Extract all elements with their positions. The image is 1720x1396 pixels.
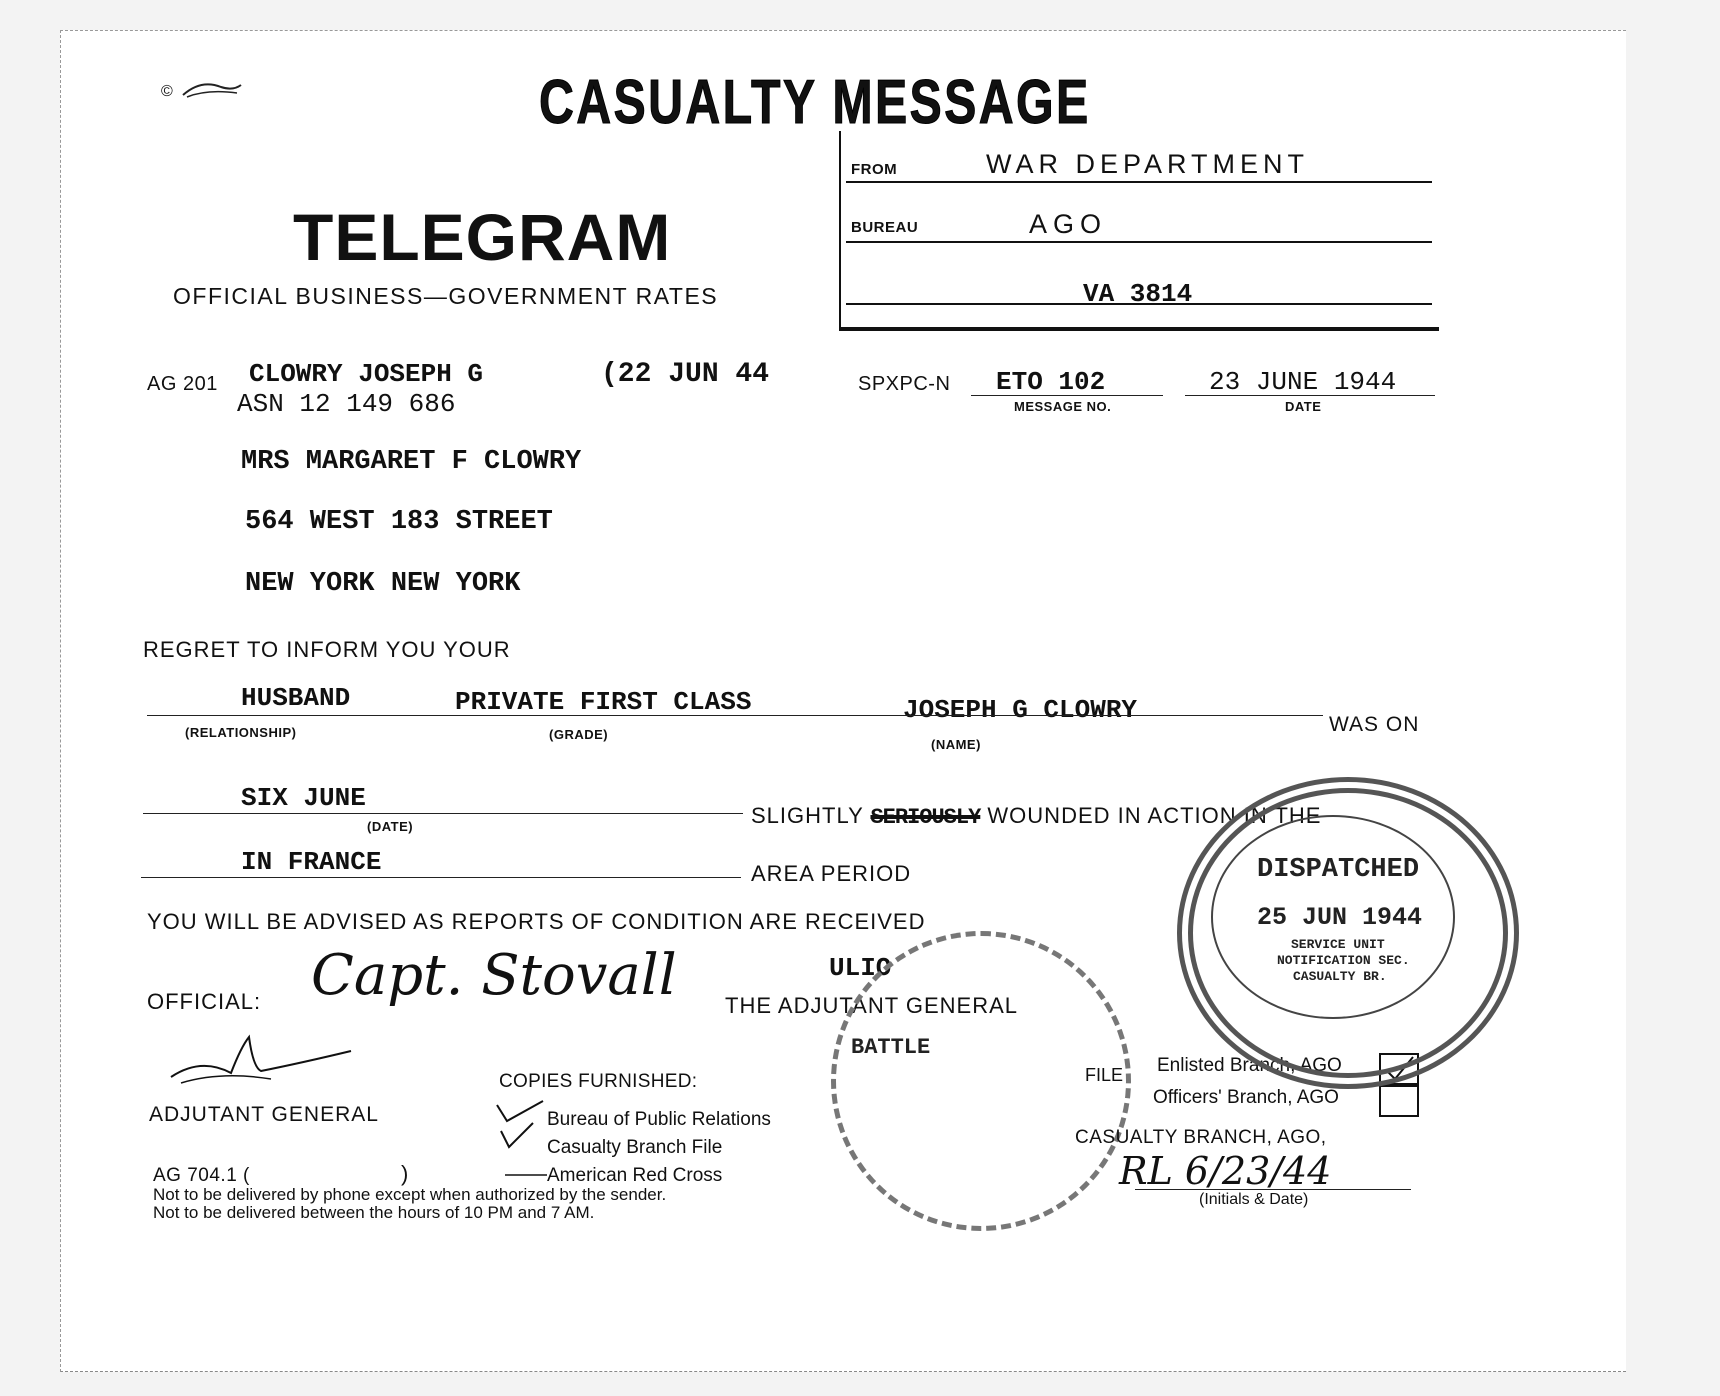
logo-mark: © bbox=[161, 83, 173, 100]
stamp-casualty-br: CASUALTY BR. bbox=[1293, 969, 1387, 984]
enlisted-branch-label: Enlisted Branch, AGO bbox=[1157, 1055, 1342, 1076]
spxpc-label: SPXPC-N bbox=[858, 373, 951, 395]
telegram-heading: TELEGRAM bbox=[293, 200, 672, 274]
from-label: FROM bbox=[851, 161, 898, 178]
message-date-label: DATE bbox=[1285, 399, 1322, 414]
official-business-subtitle: OFFICIAL BUSINESS—GOVERNMENT RATES bbox=[173, 283, 719, 309]
officers-branch-checkbox bbox=[1379, 1085, 1419, 1117]
telegram-sheet bbox=[60, 30, 1626, 1372]
wound-date-underline bbox=[143, 813, 743, 814]
the-adjutant-general: THE ADJUTANT GENERAL bbox=[725, 993, 1019, 1018]
copy-red-cross: American Red Cross bbox=[547, 1165, 723, 1186]
relationship-value: HUSBAND bbox=[241, 683, 351, 713]
bureau-underline bbox=[846, 241, 1432, 243]
wound-date-label: (DATE) bbox=[367, 819, 414, 834]
wounded-in-action-text: WOUNDED IN ACTION IN THE bbox=[987, 803, 1322, 828]
copies-checkmarks bbox=[493, 1097, 549, 1177]
dispatched-text: DISPATCHED bbox=[1257, 855, 1420, 885]
delivery-note-hours: Not to be delivered between the hours of 10 PM and 7 AM. bbox=[153, 1203, 595, 1222]
bureau-value: AGO bbox=[1029, 209, 1108, 239]
signature-capt-stovall: Capt. Stovall bbox=[311, 943, 677, 1008]
from-underline bbox=[846, 181, 1432, 183]
officers-branch-label: Officers' Branch, AGO bbox=[1153, 1087, 1339, 1108]
area-value: IN FRANCE bbox=[241, 847, 382, 877]
relationship-label: (RELATIONSHIP) bbox=[185, 725, 297, 740]
seriously-struck-text: SERIOUSLY bbox=[870, 805, 981, 830]
grade-label: (GRADE) bbox=[549, 727, 609, 742]
file-label: FILE bbox=[1085, 1065, 1124, 1085]
ulio-name: ULIO bbox=[829, 953, 892, 983]
stamp-service-unit: SERVICE UNIT bbox=[1291, 937, 1385, 952]
ag-date: (22 JUN 44 bbox=[601, 359, 770, 390]
ref-underline bbox=[846, 303, 1432, 305]
message-date-value: 23 JUNE 1944 bbox=[1209, 367, 1397, 397]
message-date-underline bbox=[1185, 395, 1435, 396]
adjutant-signature-scribble bbox=[161, 1027, 361, 1097]
maker-logo bbox=[181, 77, 243, 101]
addressee-line-2: 564 WEST 183 STREET bbox=[245, 507, 553, 537]
dispatched-date: 25 JUN 1944 bbox=[1257, 903, 1423, 932]
initials-date-handwritten: RL 6/23/44 bbox=[1119, 1149, 1332, 1193]
casualty-branch-label: CASUALTY BRANCH, AGO, bbox=[1075, 1127, 1327, 1148]
casualty-details-underline bbox=[147, 715, 1323, 716]
advised-line: YOU WILL BE ADVISED AS REPORTS OF CONDITION ARE RECEIVED bbox=[147, 909, 926, 934]
from-value: WAR DEPARTMENT bbox=[986, 149, 1310, 179]
adjutant-general-footer: ADJUTANT GENERAL bbox=[149, 1103, 379, 1126]
copy-casualty-branch-file: Casualty Branch File bbox=[547, 1137, 723, 1158]
name-label: (NAME) bbox=[931, 737, 981, 752]
wound-date-value: SIX JUNE bbox=[241, 783, 366, 813]
copies-furnished-label: COPIES FURNISHED: bbox=[499, 1071, 698, 1092]
slightly-text: SLIGHTLY bbox=[751, 803, 864, 828]
addressee-line-3: NEW YORK NEW YORK bbox=[245, 569, 521, 599]
name-value: JOSEPH G CLOWRY bbox=[903, 695, 1138, 725]
regret-line: REGRET TO INFORM YOU YOUR bbox=[143, 637, 511, 662]
message-no-label: MESSAGE NO. bbox=[1014, 399, 1112, 414]
area-underline bbox=[141, 877, 741, 878]
casualty-message-title: CASUALTY MESSAGE bbox=[539, 68, 1091, 137]
was-on-text: WAS ON bbox=[1329, 713, 1420, 736]
area-period-text: AREA PERIOD bbox=[751, 861, 912, 886]
battle-stamp-text: BATTLE bbox=[851, 1035, 931, 1060]
asn-number: ASN 12 149 686 bbox=[237, 389, 456, 419]
copy-public-relations: Bureau of Public Relations bbox=[547, 1109, 771, 1130]
ag-name: CLOWRY JOSEPH G bbox=[249, 359, 484, 389]
addressee-line-1: MRS MARGARET F CLOWRY bbox=[241, 447, 582, 477]
official-label: OFFICIAL: bbox=[147, 989, 262, 1014]
initials-date-label: (Initials & Date) bbox=[1199, 1191, 1309, 1208]
ag-code-open: AG 704.1 ( bbox=[153, 1165, 250, 1186]
bureau-label: BUREAU bbox=[851, 219, 919, 236]
ag-code-close: ) bbox=[401, 1161, 410, 1186]
stamp-notification: NOTIFICATION SEC. bbox=[1277, 953, 1410, 968]
ref-value: VA 3814 bbox=[1083, 279, 1193, 309]
message-no-underline bbox=[971, 395, 1163, 396]
message-no-value: ETO 102 bbox=[996, 367, 1106, 397]
initials-underline bbox=[1135, 1189, 1411, 1190]
delivery-note-phone: Not to be delivered by phone except when authorized by the sender. bbox=[153, 1185, 667, 1204]
ag-label: AG 201 bbox=[147, 373, 218, 395]
grade-value: PRIVATE FIRST CLASS bbox=[455, 687, 752, 717]
